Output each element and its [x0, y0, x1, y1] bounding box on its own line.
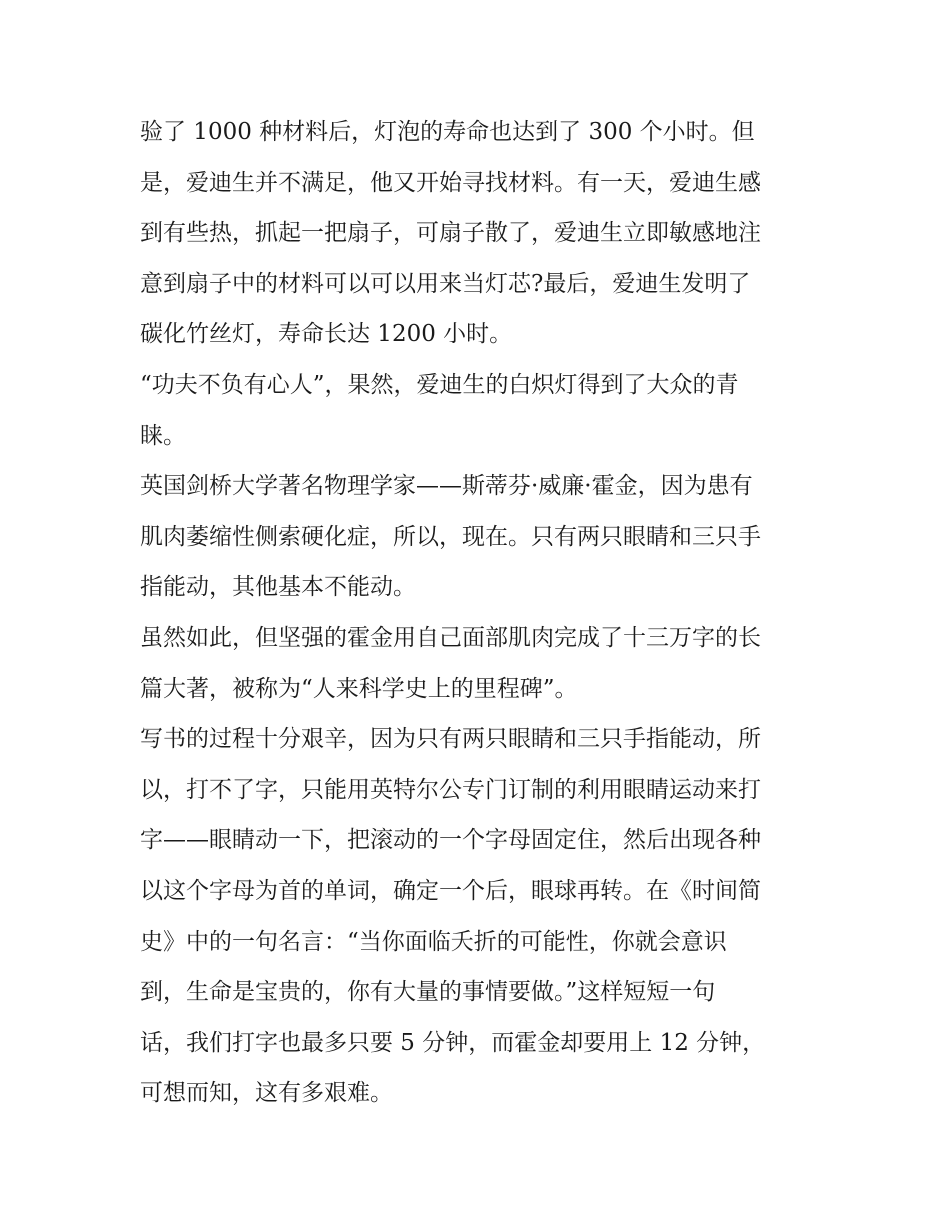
body-text [140, 107, 830, 1119]
text-line: 以，打不了字，只能用英特尔公专门订制的利用眼睛运动来打 [140, 776, 761, 803]
text-line: 是，爱迪生并不满足，他又开始寻找材料。有一天，爱迪生感 [140, 169, 761, 196]
text-line: 写书的过程十分艰辛，因为只有两只眼睛和三只手指能动，所 [140, 726, 761, 753]
text-line: 篇大著，被称为“人来科学史上的里程碑”。 [140, 675, 578, 702]
text-line: 肌肉萎缩性侧索硬化症，所以，现在。只有两只眼睛和三只手 [140, 523, 761, 550]
text-line: 虽然如此，但坚强的霍金用自己面部肌肉完成了十三万字的长 [140, 624, 761, 651]
text-line: 验了 1000 种材料后，灯泡的寿命也达到了 300 个小时。但 [140, 119, 755, 145]
text-line: 睐。 [140, 422, 186, 449]
text-line: 指能动，其他基本不能动。 [140, 574, 416, 601]
text-line: 到有些热，抓起一把扇子，可扇子散了，爱迪生立即敏感地注 [140, 220, 761, 247]
text-line: 意到扇子中的材料可以可以用来当灯芯?最后，爱迪生发明了 [140, 270, 751, 297]
text-line: 英国剑桥大学著名物理学家——斯蒂芬·威廉·霍金，因为患有 [140, 473, 753, 500]
text-line: 史》中的一句名言：“当你面临夭折的可能性，你就会意识 [140, 928, 727, 955]
text-line: 可想而知，这有多艰难。 [140, 1080, 393, 1107]
text-line: “功夫不负有心人”，果然，爱迪生的白炽灯得到了大众的青 [140, 371, 739, 398]
text-line: 到，生命是宝贵的，你有大量的事情要做。”这样短短一句 [140, 979, 716, 1006]
text-line: 以这个字母为首的单词，确定一个后，眼球再转。在《时间简 [140, 877, 761, 904]
text-line: 话，我们打字也最多只要 5 分钟，而霍金却要用上 12 分钟， [140, 1029, 766, 1056]
text-line: 字——眼睛动一下，把滚动的一个字母固定住，然后出现各种 [140, 827, 761, 854]
text-line: 碳化竹丝灯，寿命长达 1200 小时。 [140, 321, 513, 348]
